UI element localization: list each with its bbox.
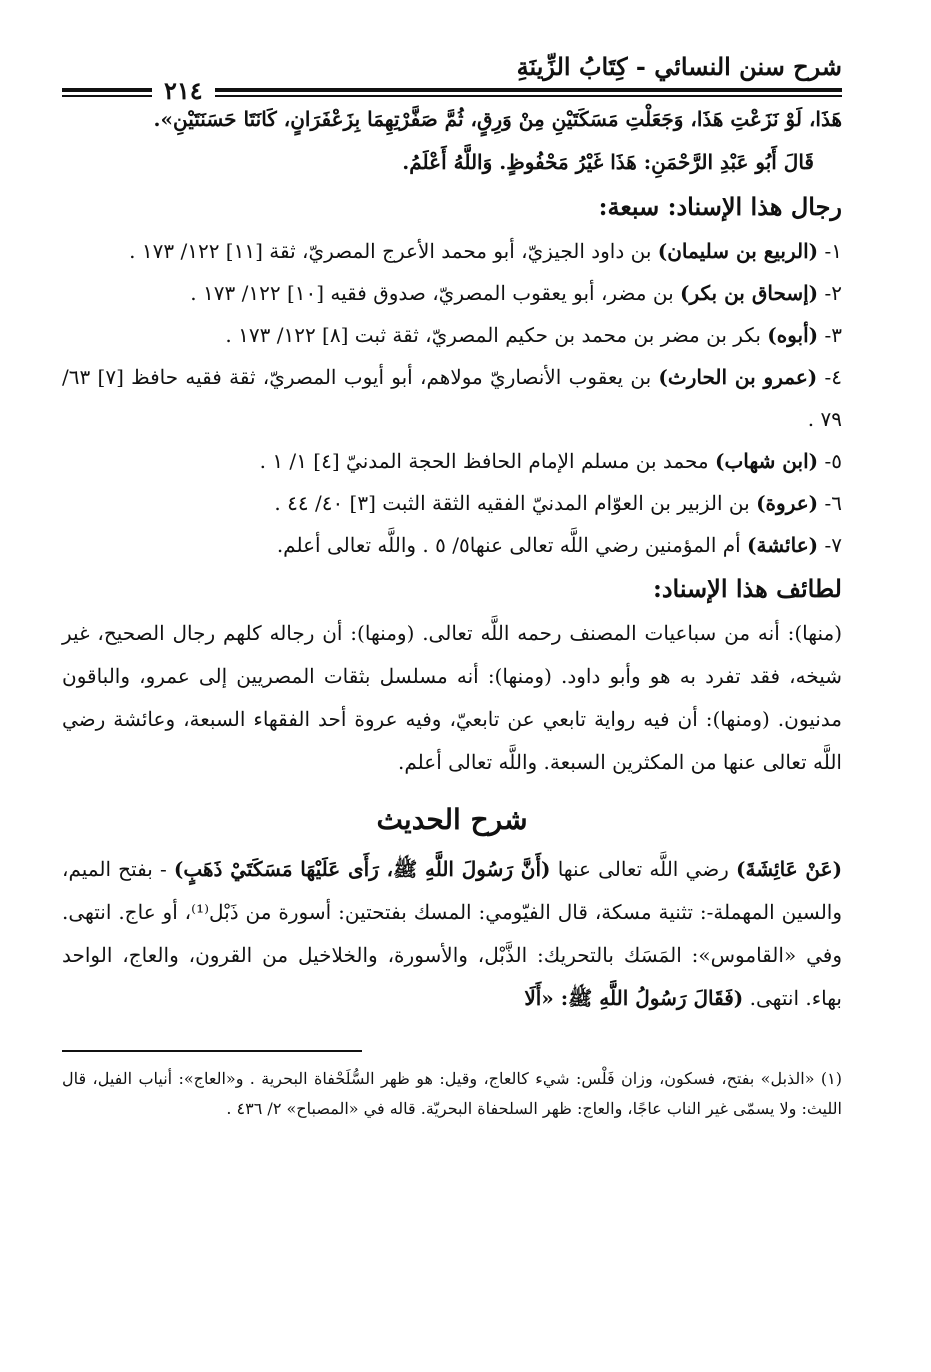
hadith-text-end: هَذَا، لَوْ نَزَعْتِ هَذَا، وَجَعَلْتِ مَسَكَتَيْنِ مِنْ وَرِقٍ، ثُمَّ صَفَّرْتِهِمَا بِزَعْفَرَانٍ، كَانَتَا حَسَنَتَيْنِ». (153, 107, 842, 131)
narrator-number: ٣- (824, 323, 842, 347)
narrator-desc: بن الزبير بن العوّام المدنيّ الفقيه الثقة الثبت [٣] ٤٠/ ٤٤ . (274, 491, 750, 515)
sharh-text: - بفتح الميم، والسين المهملة-: تثنية مسكة، قال الفيّومي: المسك بفتحتين: أسورة من ذَبْل⁽¹⁾، أو عاج. انتهى. وفي «القاموس»: المَسَك بالتحريك: الذَّبْل، والأسورة، والخلاخيل من القرون، والعاج، الواحد بهاء. انتهى. (62, 857, 842, 1010)
narrator-name: (إسحاق بن بكر) (680, 281, 819, 305)
sharh-quote: (أَنَّ رَسُولَ اللَّهِ ﷺ، رَأَى عَلَيْهَا مَسَكَتَيْ ذَهَبٍ) (173, 857, 551, 881)
narrator-desc: بن مضر، أبو يعقوب المصريّ، صدوق فقيه [١٠] ١٢٢/ ١٧٣ . (190, 281, 674, 305)
author-comment: قَالَ أَبُو عَبْدِ الرَّحْمَنِ: هَذَا غَيْرُ مَحْفُوظٍ. وَاللَّهُ أَعْلَمُ. (402, 150, 814, 174)
narrators-heading: رجال هذا الإسناد: سبعة: (598, 192, 842, 221)
sharh-quote: (فَقَالَ رَسُولُ اللَّهِ ﷺ: «أَلَا (524, 986, 744, 1010)
narrator-desc: بن داود الجيزيّ، أبو محمد الأعرج المصريّ، ثقة [١١] ١٢٢/ ١٧٣ . (129, 239, 652, 263)
sharh-text: رضي اللَّه تعالى عنها (557, 857, 729, 881)
narrators-list (62, 230, 842, 566)
narrator-item (62, 272, 842, 314)
running-title: شرح سنن النسائي - كِتَابُ الزِّينَةِ (516, 52, 842, 81)
sharh-quote: (عَنْ عَائِشَةَ) (736, 857, 843, 881)
footnote: (١) «الذبل» بفتح، فسكون، وزان فَلْس: شيء كالعاج، وقيل: هو ظهر السُّلَحْفاة البحرية . و«العاج»: أنياب الفيل، قال الليث: ولا يسمّى غير الناب عاجًا، والعاج: ظهر السلحفاة البحريّة. قاله في «المصباح» ٢/ ٤٣٦ . (62, 1068, 842, 1118)
narrator-name: (عمرو بن الحارث) (658, 365, 818, 389)
narrator-name: (أبوه) (767, 323, 819, 347)
narrator-name: (عائشة) (747, 533, 819, 557)
narrator-name: (الربيع بن سليمان) (657, 239, 819, 263)
narrator-item (62, 230, 842, 272)
narrator-desc: بكر بن مضر بن محمد بن حكيم المصريّ، ثقة ثبت [٨] ١٢٢/ ١٧٣ . (225, 323, 761, 347)
sharh-paragraph (62, 848, 842, 1020)
narrator-name: (ابن شهاب) (714, 449, 819, 473)
page (62, 40, 842, 1340)
subtleties-heading: لطائف هذا الإسناد: (652, 574, 842, 603)
footnote-rule (62, 1050, 362, 1052)
sharh-heading: شرح الحديث (376, 803, 528, 836)
narrator-number: ٦- (824, 491, 842, 515)
narrator-item (62, 440, 842, 482)
narrator-number: ٢- (824, 281, 842, 305)
narrator-name: (عروة) (756, 491, 819, 515)
narrator-number: ٤- (824, 365, 843, 389)
narrator-item (62, 482, 842, 524)
narrator-desc: بن يعقوب الأنصاريّ مولاهم، أبو أيوب المصريّ، ثقة فقيه حافظ [٧] ٦٣/ ٧٩ . (62, 365, 842, 431)
narrator-number: ١- (824, 239, 842, 263)
narrator-desc: محمد بن مسلم الإمام الحافظ الحجة المدنيّ [٤] ١/ ١ . (259, 449, 709, 473)
narrator-number: ٥- (824, 449, 842, 473)
narrator-desc: أم المؤمنين رضي اللَّه تعالى عنها٥/ ٥ . واللَّه تعالى أعلم. (276, 533, 741, 557)
page-number: ٢١٤ (152, 76, 215, 106)
narrator-item (62, 356, 842, 440)
narrator-item (62, 314, 842, 356)
narrator-item (62, 524, 842, 566)
page-header (62, 40, 842, 105)
subtleties-paragraph: (منها): أنه من سباعيات المصنف رحمه اللَّه تعالى. (ومنها): أن رجاله كلهم رجال الصحيح، غير شيخه، فقد تفرد به هو وأبو داود. (ومنها): أنه مسلسل بثقات المصريين إلى عمرو، والباقون مدنيون. (ومنها): أن فيه رواية تابعي عن تابعيّ، وفيه عروة أحد الفقهاء السبعة، وعائشة رضي اللَّه تعالى عنها من المكثرين السبعة. واللَّه تعالى أعلم. (62, 621, 843, 774)
narrator-number: ٧- (824, 533, 842, 557)
